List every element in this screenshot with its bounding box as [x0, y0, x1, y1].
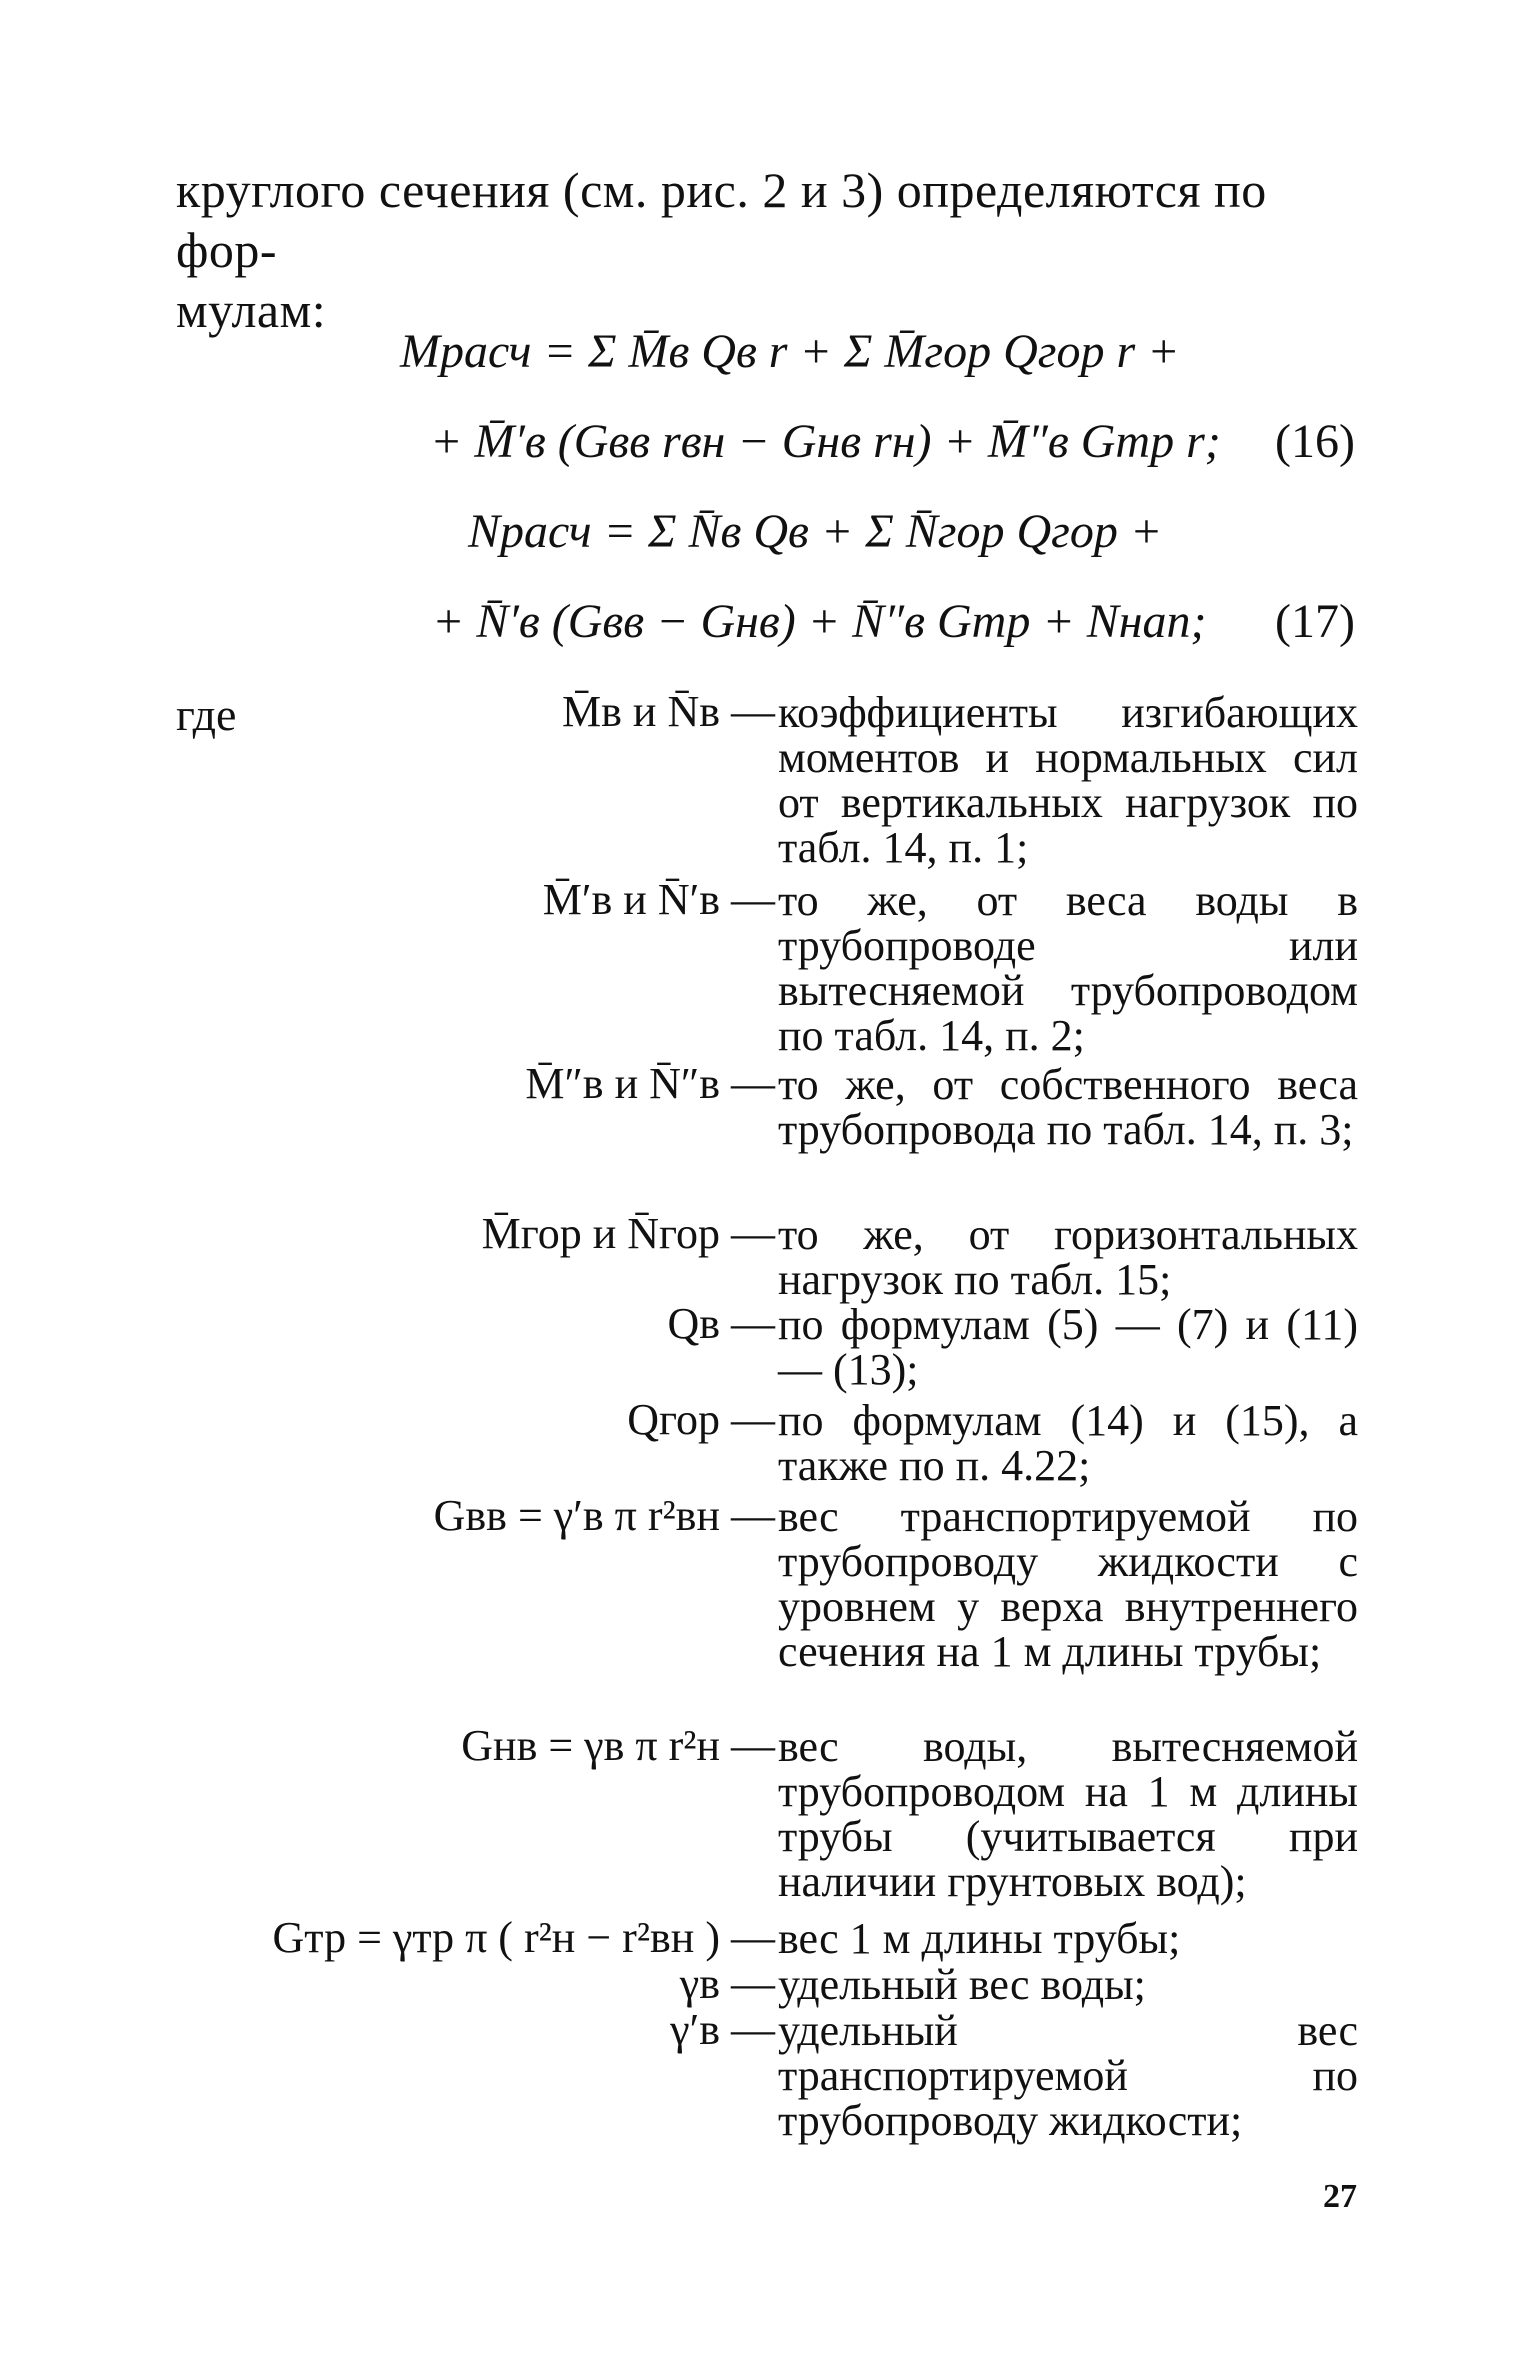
definition-term: Gнв = γв π r²н — — [461, 1721, 775, 1770]
definition-term: γ′в — — [670, 2005, 775, 2054]
formula-line-2: + M̄′в (Gвв rвн − Gнв rн) + M̄″в Gтр r; — [430, 415, 1221, 468]
definition-term: Qв — — [667, 1299, 775, 1348]
intro-paragraph: круглого сечения (см. рис. 2 и 3) определяются по фор- мулам: — [176, 162, 1267, 338]
definition-term: γв — — [679, 1959, 775, 2008]
definition-text: вес 1 м длины трубы; — [778, 1914, 1181, 1963]
formula-line-3: Nрасч = Σ N̄в Qв + Σ N̄гор Qгор + — [468, 505, 1163, 558]
definition-term: M̄гор и N̄гор — — [481, 1209, 775, 1258]
definition-term: Qгор — — [627, 1395, 775, 1444]
definition-text: коэффициенты изгибающих моментов и нормальных сил от вертикальных нагрузок по табл. 14, п. 1; — [778, 688, 1358, 872]
definition-text: по формулам (5) — (7) и (11) — (13); — [778, 1300, 1358, 1394]
where-label: где — [176, 689, 237, 740]
definition-text: то же, от собственного веса трубопровода по табл. 14, п. 3; — [778, 1060, 1358, 1154]
definition-text: то же, от горизонтальных нагрузок по табл. 15; — [778, 1210, 1358, 1304]
definition-text: удельный вес транспортируемой по трубопроводу жидкости; — [778, 2006, 1358, 2145]
definition-text: вес воды, вытесняемой трубопроводом на 1 м длины трубы (учитывается при наличии грунтовых вод); — [778, 1722, 1358, 1906]
definition-text: по формулам (14) и (15), а также по п. 4.22; — [778, 1396, 1358, 1490]
formula-line-1: Mрасч = Σ M̄в Qв r + Σ M̄гор Qгор r + — [400, 325, 1180, 378]
definition-text: вес транспортируемой по трубопроводу жидкости с уровнем у верха внутреннего сечения на 1 м длины трубы; — [778, 1492, 1358, 1676]
definition-term: Gтр = γтр π ( r²н − r²вн ) — — [272, 1913, 775, 1962]
equation-number-17: (17) — [1275, 595, 1355, 648]
definition-term: Gвв = γ′в π r²вн — — [433, 1491, 775, 1540]
definition-term: M̄′в и N̄′в — — [542, 875, 775, 924]
equation-number-16: (16) — [1275, 415, 1355, 468]
definition-term: M̄″в и N̄″в — — [525, 1059, 775, 1108]
definition-text: то же, от веса воды в трубопроводе или вытесняемой трубопроводом по табл. 14, п. 2; — [778, 876, 1358, 1060]
definition-term: M̄в и N̄в — — [562, 687, 775, 736]
formula-line-4: + N̄′в (Gвв − Gнв) + N̄″в Gтр + Nнап; — [432, 595, 1207, 648]
definition-text: удельный вес воды; — [778, 1960, 1146, 2009]
page-number: 27 — [1323, 2178, 1357, 2215]
